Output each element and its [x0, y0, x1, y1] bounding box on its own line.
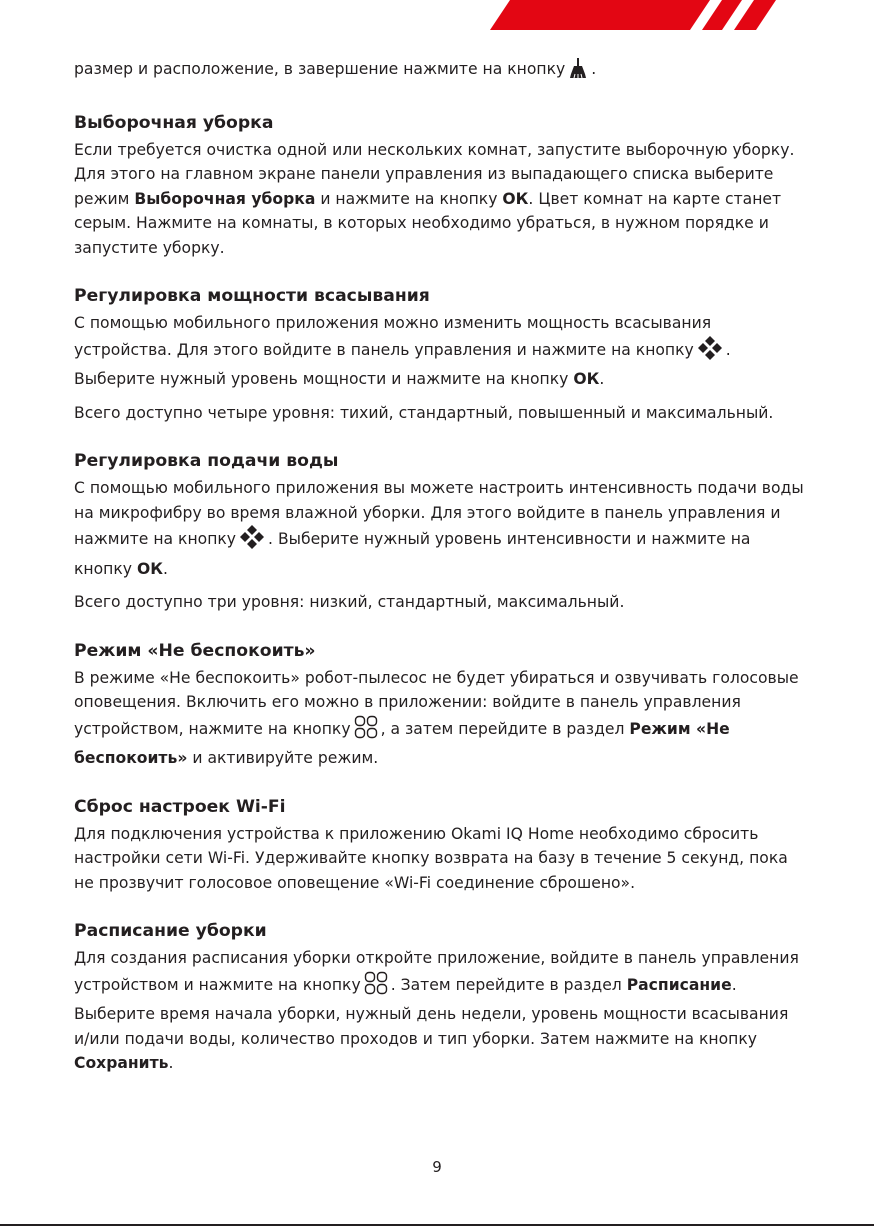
section-suction-power	[74, 284, 804, 425]
four-diamonds-icon	[697, 336, 723, 368]
header-decoration	[0, 0, 874, 34]
section-title: Регулировка мощности всасывания	[74, 286, 430, 306]
section-title: Регулировка подачи воды	[74, 451, 339, 471]
app-grid-icon	[364, 971, 388, 1003]
section-paragraph: Всего доступно четыре уровня: тихий, стандартный, повышенный и максимальный.	[74, 403, 774, 422]
section-title: Режим «Не беспокоить»	[74, 640, 316, 661]
app-grid-icon	[354, 715, 378, 747]
section-paragraph: Если требуется очистка одной или нескольких комнат, запустите выборочную уборку. Для этого на главном экране панели управления из выпадающего списка выберите режим Выборочная уборка и нажмите на кнопку ОК. Цвет комнат на карте станет серым. Нажмите на комнаты, в которых необходимо убраться, в нужном порядке и запустите уборку.	[74, 140, 795, 257]
section-paragraph: Всего доступно три уровня: низкий, стандартный, максимальный.	[74, 593, 625, 611]
broom-icon	[568, 57, 588, 87]
section-paragraph: В режиме «Не беспокоить» робот-пылесос не будет убираться и озвучивать голосовые оповещения. Включить его можно в приложении: войдите в панель управления устройством, нажмите на кнопку , а затем перейдите в раздел Режим «Не беспокоить» и активируйте режим.	[74, 668, 799, 767]
four-diamonds-icon	[239, 525, 265, 557]
page-number: 9	[432, 1158, 442, 1176]
document-body	[74, 57, 804, 1076]
section-wifi-reset	[74, 795, 804, 896]
section-title: Выборочная уборка	[74, 112, 274, 133]
section-water-flow	[74, 449, 804, 615]
section-selective-cleaning	[74, 111, 804, 261]
section-title: Сброс настроек Wi-Fi	[74, 796, 286, 817]
section-paragraph: С помощью мобильного приложения вы можете настроить интенсивность подачи воды на микрофибру во время влажной уборки. Для этого войдите в панель управления и нажмите на кнопку . Выберите нужный уровень интенсивности и нажмите на кнопку ОК.	[74, 479, 804, 578]
section-title: Расписание уборки	[74, 921, 267, 941]
section-paragraph: Для создания расписания уборки откройте приложение, войдите в панель управления устройством и нажмите на кнопку . Затем перейдите в раздел Расписание. Выберите время начала уборки, нужный день недели, уровень мощности всасывания и/или подачи воды, количество проходов и тип уборки. Затем нажмите на кнопку Сохранить.	[74, 949, 799, 1072]
section-cleaning-schedule	[74, 919, 804, 1076]
section-paragraph: Для подключения устройства к приложению Okami IQ Home необходимо сбросить настройки сети Wi-Fi. Удерживайте кнопку возврата на базу в течение 5 секунд, пока не прозвучит голосовое оповещение «Wi-Fi соединение сброшено».	[74, 824, 788, 892]
section-do-not-disturb	[74, 639, 804, 771]
intro-paragraph: размер и расположение, в завершение нажмите на кнопку .	[74, 57, 804, 87]
section-paragraph: С помощью мобильного приложения можно изменить мощность всасывания устройства. Для этого войдите в панель управления и нажмите на кнопку . Выберите нужный уровень мощности и нажмите на кнопку ОК.	[74, 314, 731, 388]
